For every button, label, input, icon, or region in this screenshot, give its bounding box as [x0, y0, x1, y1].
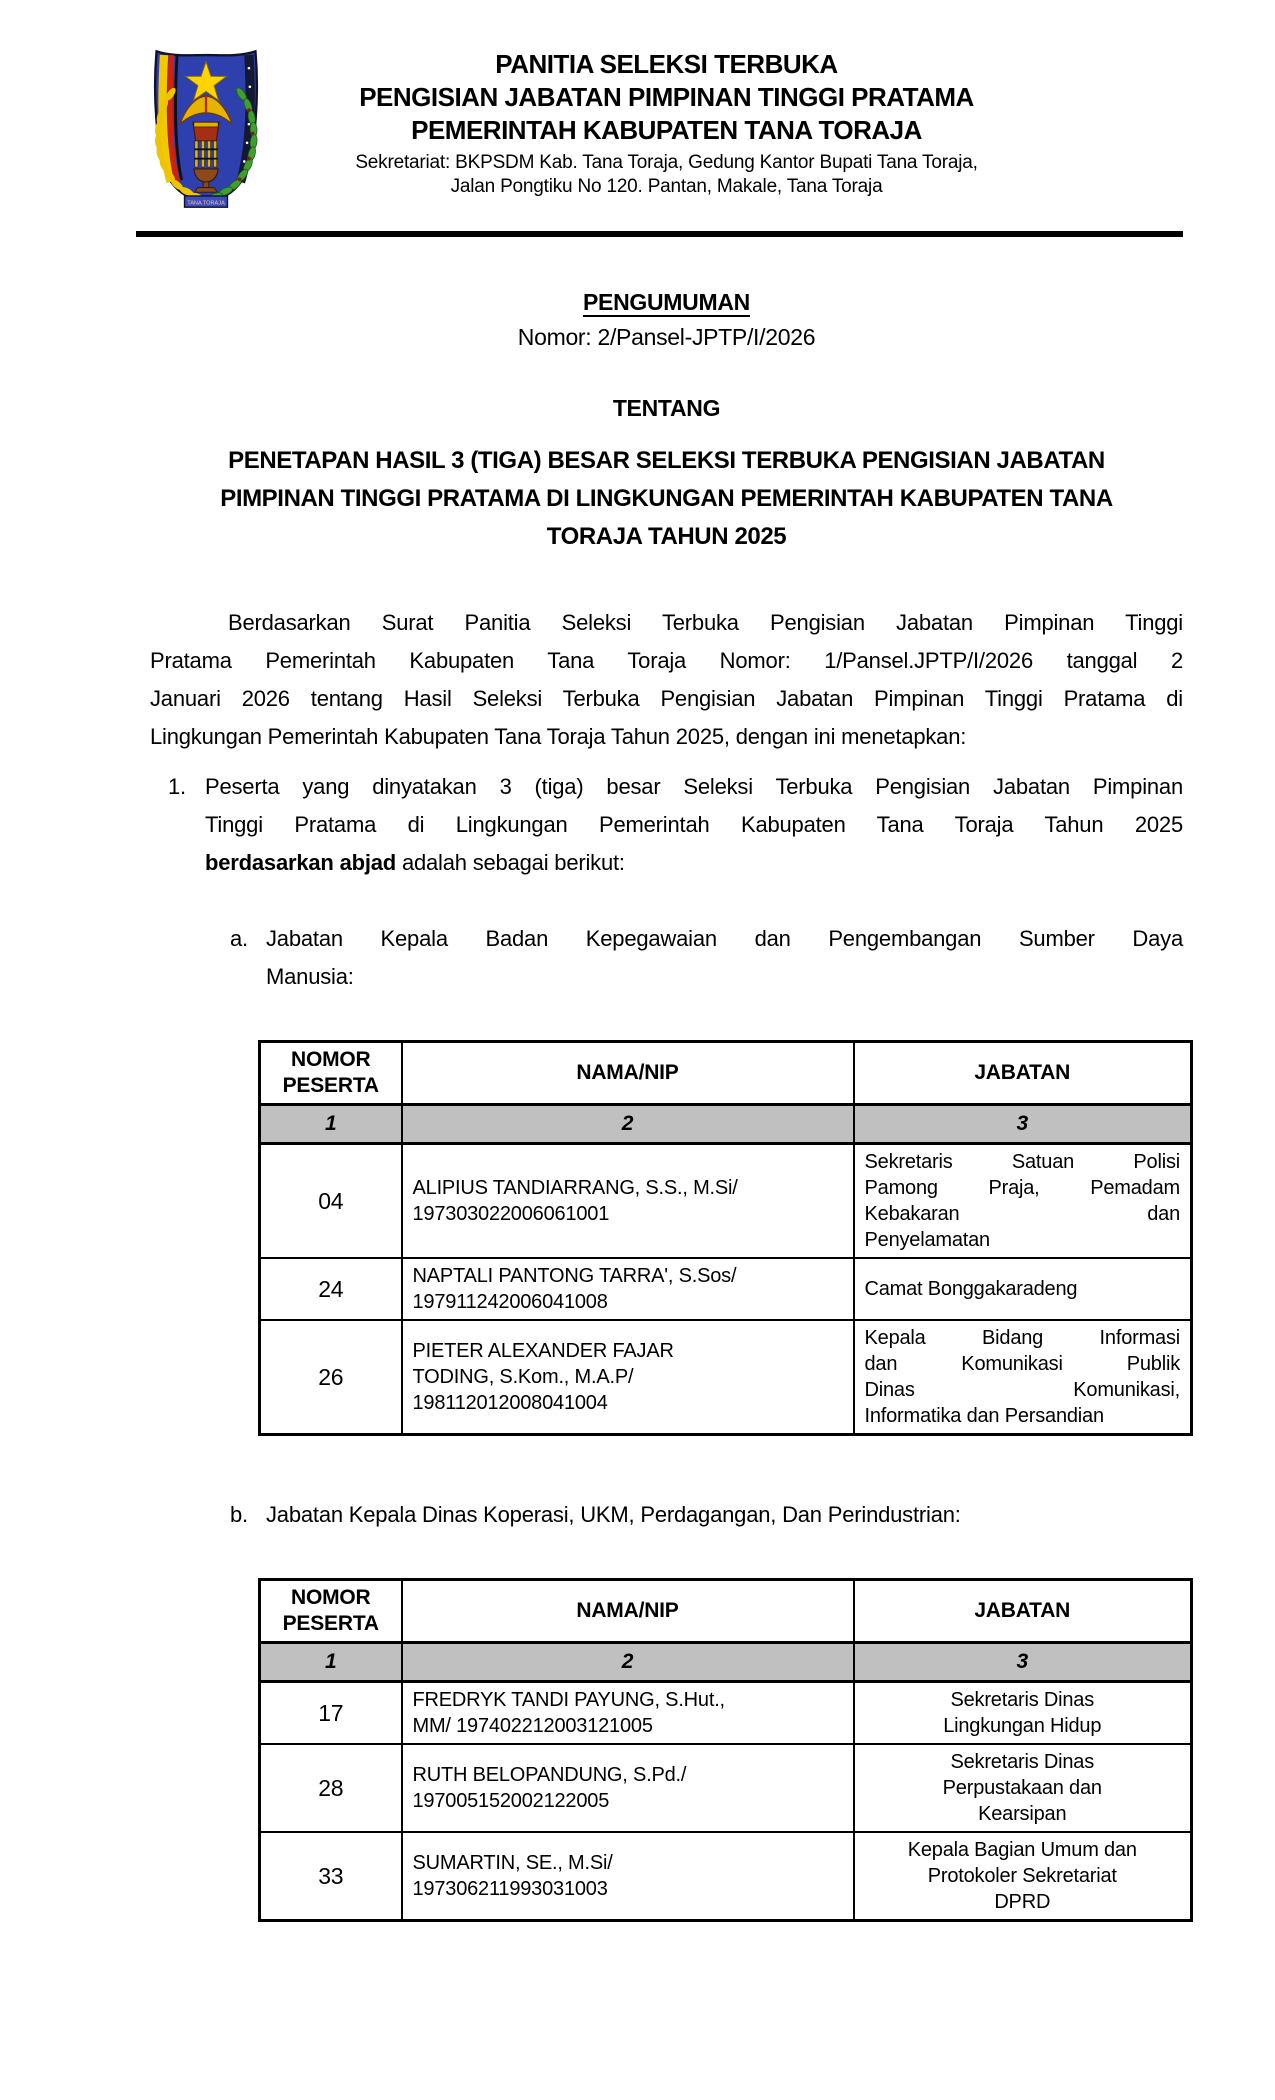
- table-row: [260, 1682, 1192, 1745]
- announcement-title: PENGUMUMAN: [583, 289, 750, 315]
- nama-nip-cell: PIETER ALEXANDER FAJAR TODING, S.Kom., M.A.P/ 198112012008041004: [402, 1320, 854, 1435]
- section-b-marker: b.: [230, 1502, 248, 1527]
- nomor-peserta-cell: 33: [260, 1832, 402, 1921]
- nama-nip-cell: SUMARTIN, SE., M.Si/ 197306211993031003: [402, 1832, 854, 1921]
- tana-toraja-coat-of-arms: [136, 38, 276, 219]
- paragraph-line: Januari 2026 tentang Hasil Seleksi Terbuka Pengisian Jabatan Pimpinan Tinggi Pratama di: [150, 686, 1183, 711]
- column-number: 1: [260, 1643, 402, 1682]
- announcement-number: Nomor: 2/Pansel-JPTP/I/2026: [517, 324, 816, 350]
- letterhead: [150, 38, 1183, 219]
- nama-nip-cell: FREDRYK TANDI PAYUNG, S.Hut., MM/ 197402212003121005: [402, 1682, 854, 1745]
- announcement-about-label: TENTANG: [612, 395, 721, 421]
- letterhead-line-2: PENGISIAN JABATAN PIMPINAN TINGGI PRATAMA: [359, 82, 974, 112]
- item-line: [205, 844, 1183, 882]
- nama-nip-cell: ALIPIUS TANDIARRANG, S.S., M.Si/ 197303022006061001: [402, 1144, 854, 1259]
- subject-line: PIMPINAN TINGGI PRATAMA DI LINGKUNGAN PEMERINTAH KABUPATEN TANA: [220, 485, 1113, 512]
- nama-nip-cell: RUTH BELOPANDUNG, S.Pd./ 197005152002122005: [402, 1744, 854, 1832]
- column-number: 1: [260, 1105, 402, 1144]
- heading-line: Jabatan Kepala Badan Kepegawaian dan Pengembangan Sumber Daya: [266, 926, 1183, 951]
- letterhead-divider-rule: [136, 231, 1183, 237]
- item-line: Tinggi Pratama di Lingkungan Pemerintah Kabupaten Tana Toraja Tahun 2025: [205, 812, 1183, 837]
- col-header-jabatan: JABATAN: [854, 1042, 1192, 1105]
- section-a-marker: a.: [230, 926, 248, 951]
- column-number: 3: [854, 1105, 1192, 1144]
- table-row: [260, 1144, 1192, 1259]
- letterhead-line-3: PEMERINTAH KABUPATEN TANA TORAJA: [411, 115, 922, 145]
- section-b-heading-text: [266, 1496, 1183, 1534]
- letterhead-address-1: Sekretariat: BKPSDM Kab. Tana Toraja, Gedung Kantor Bupati Tana Toraja,: [355, 152, 978, 173]
- banner-text: TANA TORAJA: [187, 200, 225, 207]
- jabatan-cell: Camat Bonggakaradeng: [854, 1258, 1192, 1320]
- nomor-peserta-cell: 28: [260, 1744, 402, 1832]
- table-row: [260, 1832, 1192, 1921]
- col-header-nama-nip: NAMA/NIP: [402, 1042, 854, 1105]
- column-number: 3: [854, 1643, 1192, 1682]
- item-line: Peserta yang dinyatakan 3 (tiga) besar Seleksi Terbuka Pengisian Jabatan Pimpinan: [205, 774, 1183, 799]
- heading-line: Manusia:: [266, 964, 354, 989]
- table-b-column-number-row: [260, 1643, 1192, 1682]
- nomor-peserta-cell: 17: [260, 1682, 402, 1745]
- jabatan-cell: Kepala Bagian Umum dan Protokoler Sekretariat DPRD: [854, 1832, 1192, 1921]
- list-item-1: [150, 768, 1183, 882]
- list-item-1-marker: 1.: [168, 774, 186, 799]
- nama-nip-cell: NAPTALI PANTONG TARRA', S.Sos/ 197911242006041008: [402, 1258, 854, 1320]
- heading-line: Jabatan Kepala Dinas Koperasi, UKM, Perdagangan, Dan Perindustrian:: [266, 1502, 961, 1527]
- opening-paragraph: [150, 604, 1183, 756]
- col-header-nama-nip: NAMA/NIP: [402, 1580, 854, 1643]
- nomor-peserta-cell: 24: [260, 1258, 402, 1320]
- house-band: [194, 122, 218, 127]
- coat-of-arms-graphic: [136, 38, 276, 214]
- letterhead-text: [276, 38, 1183, 199]
- bold-phrase: berdasarkan abjad: [205, 850, 397, 875]
- paragraph-line: Pratama Pemerintah Kabupaten Tana Toraja Nomor: 1/Pansel.JPTP/I/2026 tanggal 2: [150, 648, 1183, 673]
- jabatan-cell: Sekretaris Dinas Lingkungan Hidup: [854, 1682, 1192, 1745]
- table-a-column-number-row: [260, 1105, 1192, 1144]
- col-header-nomor-peserta: NOMOR PESERTA: [260, 1580, 402, 1643]
- table-b-header-row: [260, 1580, 1192, 1643]
- jabatan-cell: Sekretaris Dinas Perpustakaan dan Kearsipan: [854, 1744, 1192, 1832]
- table-section-b: [258, 1578, 1193, 1922]
- announcement-subject: [150, 442, 1183, 556]
- jabatan-cell: Sekretaris Satuan Polisi Pamong Praja, Pemadam Kebakaran dan Penyelamatan: [854, 1144, 1192, 1259]
- paragraph-line: Berdasarkan Surat Panitia Seleksi Terbuka Pengisian Jabatan Pimpinan Tinggi: [228, 610, 1183, 635]
- section-a-heading-text: [266, 920, 1183, 996]
- column-number: 2: [402, 1105, 854, 1144]
- table-section-a: [258, 1040, 1193, 1436]
- paragraph-line: Lingkungan Pemerintah Kabupaten Tana Toraja Tahun 2025, dengan ini menetapkan:: [150, 724, 967, 749]
- table-row: [260, 1744, 1192, 1832]
- letterhead-address-2: Jalan Pongtiku No 120. Pantan, Makale, Tana Toraja: [450, 176, 883, 197]
- table-row: [260, 1258, 1192, 1320]
- list-item-1-text: [205, 768, 1183, 882]
- letterhead-line-1: PANITIA SELEKSI TERBUKA: [495, 49, 838, 79]
- col-header-nomor-peserta: NOMOR PESERTA: [260, 1042, 402, 1105]
- subject-line: PENETAPAN HASIL 3 (TIGA) BESAR SELEKSI TERBUKA PENGISIAN JABATAN: [228, 447, 1105, 474]
- col-header-jabatan: JABATAN: [854, 1580, 1192, 1643]
- table-row: [260, 1320, 1192, 1435]
- table-a-header-row: [260, 1042, 1192, 1105]
- jabatan-cell: Kepala Bidang Informasi dan Komunikasi Publik Dinas Komunikasi, Informatika dan Persandian: [854, 1320, 1192, 1435]
- nomor-peserta-cell: 04: [260, 1144, 402, 1259]
- section-a-heading: [150, 920, 1183, 996]
- section-b-heading: [150, 1496, 1183, 1534]
- subject-line: TORAJA TAHUN 2025: [546, 523, 787, 550]
- column-number: 2: [402, 1643, 854, 1682]
- item-line-tail: adalah sebagai berikut:: [396, 850, 625, 875]
- nomor-peserta-cell: 26: [260, 1320, 402, 1435]
